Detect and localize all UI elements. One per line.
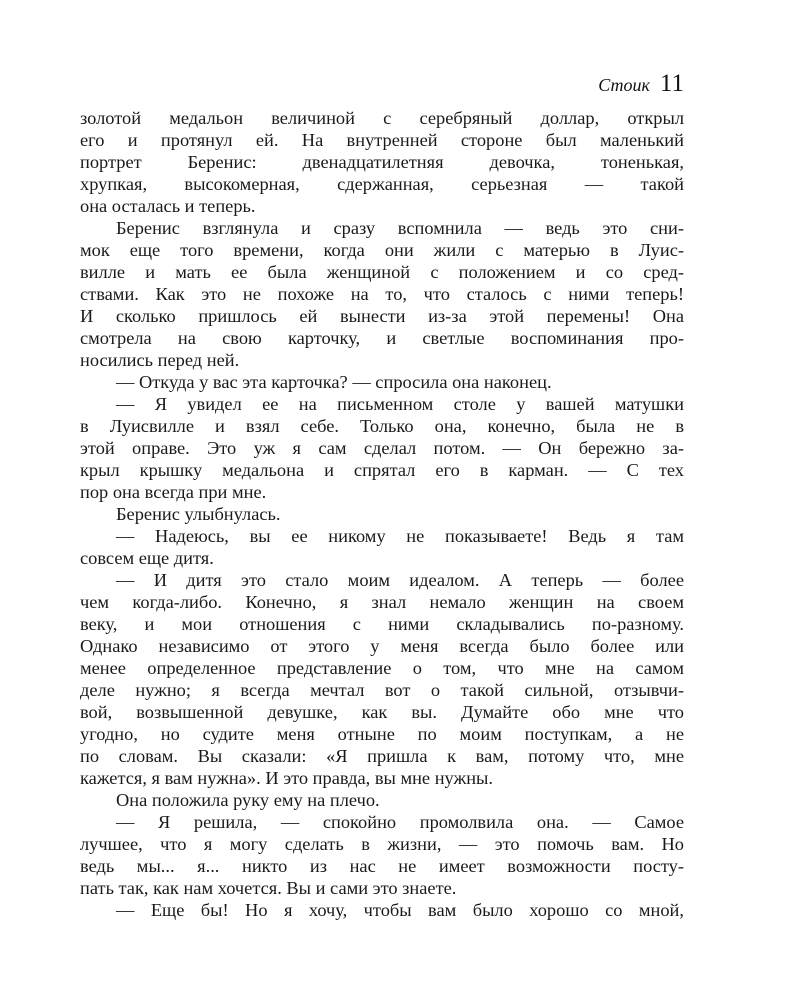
- text-line: в Луисвилле и взял себе. Только она, конечно, была не в: [80, 416, 684, 436]
- page-header: [80, 70, 684, 104]
- text-line: этой оправе. Это уж я сам сделал потом. — Он бережно за-: [80, 438, 684, 458]
- text-line: деле нужно; я всегда мечтал вот о такой сильной, отзывчи-: [80, 680, 684, 700]
- running-title: Стоик: [598, 75, 650, 95]
- text-line: хрупкая, высокомерная, сдержанная, серьезная — такой: [80, 174, 684, 194]
- text-line: угодно, но судите меня отныне по моим поступкам, а не: [80, 724, 684, 744]
- text-line: она осталась и теперь.: [80, 196, 256, 216]
- text-line: — Откуда у вас эта карточка? — спросила она наконец.: [116, 372, 552, 392]
- text-line: веку, и мои отношения с ними складывались по-разному.: [80, 614, 684, 634]
- text-line: — Я решила, — спокойно промолвила она. — Самое: [116, 812, 684, 832]
- text-line: его и протянул ей. На внутренней стороне был маленький: [80, 130, 684, 150]
- text-line: смотрела на свою карточку, и светлые воспоминания про-: [80, 328, 684, 348]
- text-line: пор она всегда при мне.: [80, 482, 267, 502]
- text-line: — Надеюсь, вы ее никому не показываете! Ведь я там: [116, 526, 684, 546]
- text-line: — Я увидел ее на письменном столе у вашей матушки: [116, 394, 684, 414]
- text-line: вой, возвышенной девушке, как вы. Думайте обо мне что: [80, 702, 684, 722]
- text-line: кажется, я вам нужна». И это правда, вы мне нужны.: [80, 768, 493, 788]
- text-line: совсем еще дитя.: [80, 548, 214, 568]
- text-line: — И дитя это стало моим идеалом. А теперь — более: [116, 570, 684, 590]
- text-line: ствами. Как это не похоже на то, что сталось с ними теперь!: [80, 284, 684, 304]
- text-line: ведь мы... я... никто из нас не имеет возможности посту-: [80, 856, 684, 876]
- text-line: золотой медальон величиной с серебряный доллар, открыл: [80, 108, 684, 128]
- page-number: 11: [659, 70, 684, 97]
- text-line: Однако независимо от этого у меня всегда было более или: [80, 636, 684, 656]
- text-line: портрет Беренис: двенадцатилетняя девочка, тоненькая,: [80, 152, 684, 172]
- text-line: лучшее, что я могу сделать в жизни, — это помочь вам. Но: [80, 834, 684, 854]
- text-line: крыл крышку медальона и спрятал его в карман. — С тех: [80, 460, 684, 480]
- text-line: Она положила руку ему на плечо.: [116, 790, 380, 810]
- text-line: пать так, как нам хочется. Вы и сами это знаете.: [80, 878, 457, 898]
- text-line: И сколько пришлось ей вынести из-за этой перемены! Она: [80, 306, 684, 326]
- text-line: чем когда-либо. Конечно, я знал немало женщин на своем: [80, 592, 684, 612]
- text-line: Беренис взглянула и сразу вспомнила — ведь это сни-: [116, 218, 684, 238]
- text-line: менее определенное представление о том, что мне на самом: [80, 658, 684, 678]
- text-line: по словам. Вы сказали: «Я пришла к вам, потому что, мне: [80, 746, 684, 766]
- text-line: вилле и мать ее была женщиной с положением и со сред-: [80, 262, 684, 282]
- text-line: мок еще того времени, когда они жили с матерью в Луис-: [80, 240, 684, 260]
- body-text: [80, 107, 684, 921]
- text-line: носились перед ней.: [80, 350, 240, 370]
- text-line: — Еще бы! Но я хочу, чтобы вам было хорошо со мной,: [116, 900, 684, 920]
- text-line: Беренис улыбнулась.: [116, 504, 281, 524]
